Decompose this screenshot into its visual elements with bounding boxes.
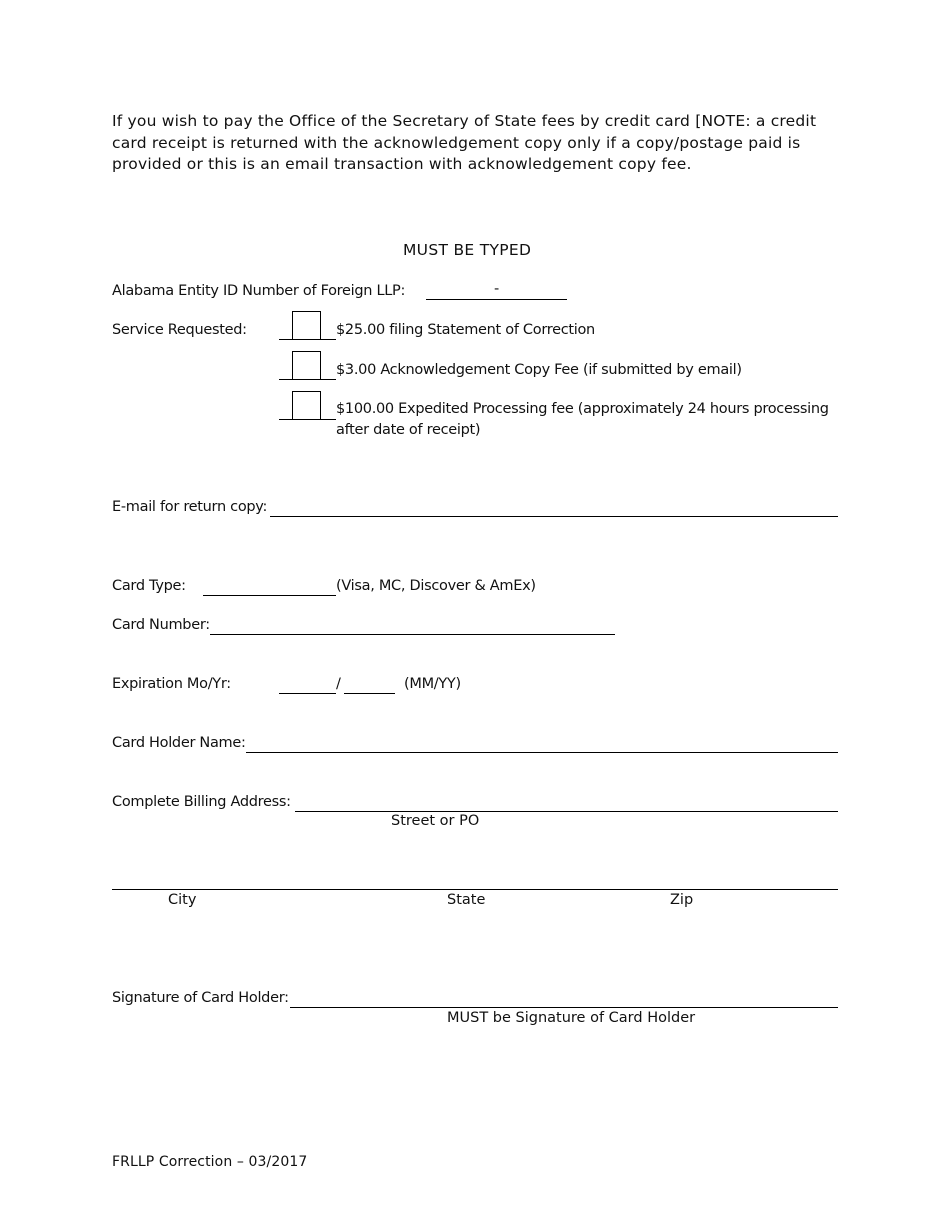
service-option-1-checkbox[interactable] bbox=[292, 311, 321, 340]
expiration-separator: / bbox=[336, 676, 341, 692]
service-option-1-label: $25.00 filing Statement of Correction bbox=[336, 322, 595, 338]
service-requested-label: Service Requested: bbox=[112, 322, 247, 338]
city-caption: City bbox=[168, 892, 197, 908]
must-be-typed-heading: MUST BE TYPED bbox=[403, 241, 532, 259]
state-caption: State bbox=[447, 892, 486, 908]
entity-id-separator: - bbox=[494, 281, 499, 297]
entity-id-label: Alabama Entity ID Number of Foreign LLP: bbox=[112, 283, 406, 299]
zip-caption: Zip bbox=[670, 892, 694, 908]
billing-street-field[interactable] bbox=[295, 811, 838, 812]
signature-caption: MUST be Signature of Card Holder bbox=[447, 1010, 696, 1026]
service-option-3-label-line1: $100.00 Expedited Processing fee (approximately 24 hours processing bbox=[336, 401, 829, 417]
street-caption: Street or PO bbox=[391, 813, 480, 829]
card-holder-field[interactable] bbox=[246, 752, 838, 753]
signature-field[interactable] bbox=[290, 1007, 838, 1008]
billing-city-state-zip-field[interactable] bbox=[112, 889, 838, 890]
card-type-hint: (Visa, MC, Discover & AmEx) bbox=[336, 578, 536, 594]
expiration-label: Expiration Mo/Yr: bbox=[112, 676, 231, 692]
card-holder-label: Card Holder Name: bbox=[112, 735, 246, 751]
footer-form-id: FRLLP Correction – 03/2017 bbox=[112, 1154, 308, 1170]
expiration-month-field[interactable] bbox=[279, 693, 336, 694]
card-type-label: Card Type: bbox=[112, 578, 186, 594]
card-number-label: Card Number: bbox=[112, 617, 210, 633]
service-option-2-label: $3.00 Acknowledgement Copy Fee (if submitted by email) bbox=[336, 362, 742, 378]
service-option-3-label-line2: after date of receipt) bbox=[336, 422, 481, 438]
email-label: E-mail for return copy: bbox=[112, 499, 268, 515]
email-field[interactable] bbox=[270, 516, 838, 517]
entity-id-field[interactable] bbox=[426, 299, 567, 300]
signature-label: Signature of Card Holder: bbox=[112, 990, 289, 1006]
expiration-year-field[interactable] bbox=[344, 693, 395, 694]
billing-address-label: Complete Billing Address: bbox=[112, 794, 291, 810]
service-option-2-checkbox[interactable] bbox=[292, 351, 321, 380]
service-option-3-checkbox[interactable] bbox=[292, 391, 321, 420]
card-number-field[interactable] bbox=[210, 634, 615, 635]
intro-paragraph: If you wish to pay the Office of the Secretary of State fees by credit card [NOTE: a credit card receipt is returned with the acknowledgement copy only if a copy/postage paid is provided or this is an email transaction with acknowledgement copy fee. bbox=[112, 112, 817, 173]
card-type-field[interactable] bbox=[203, 595, 336, 596]
expiration-hint: (MM/YY) bbox=[404, 676, 461, 692]
